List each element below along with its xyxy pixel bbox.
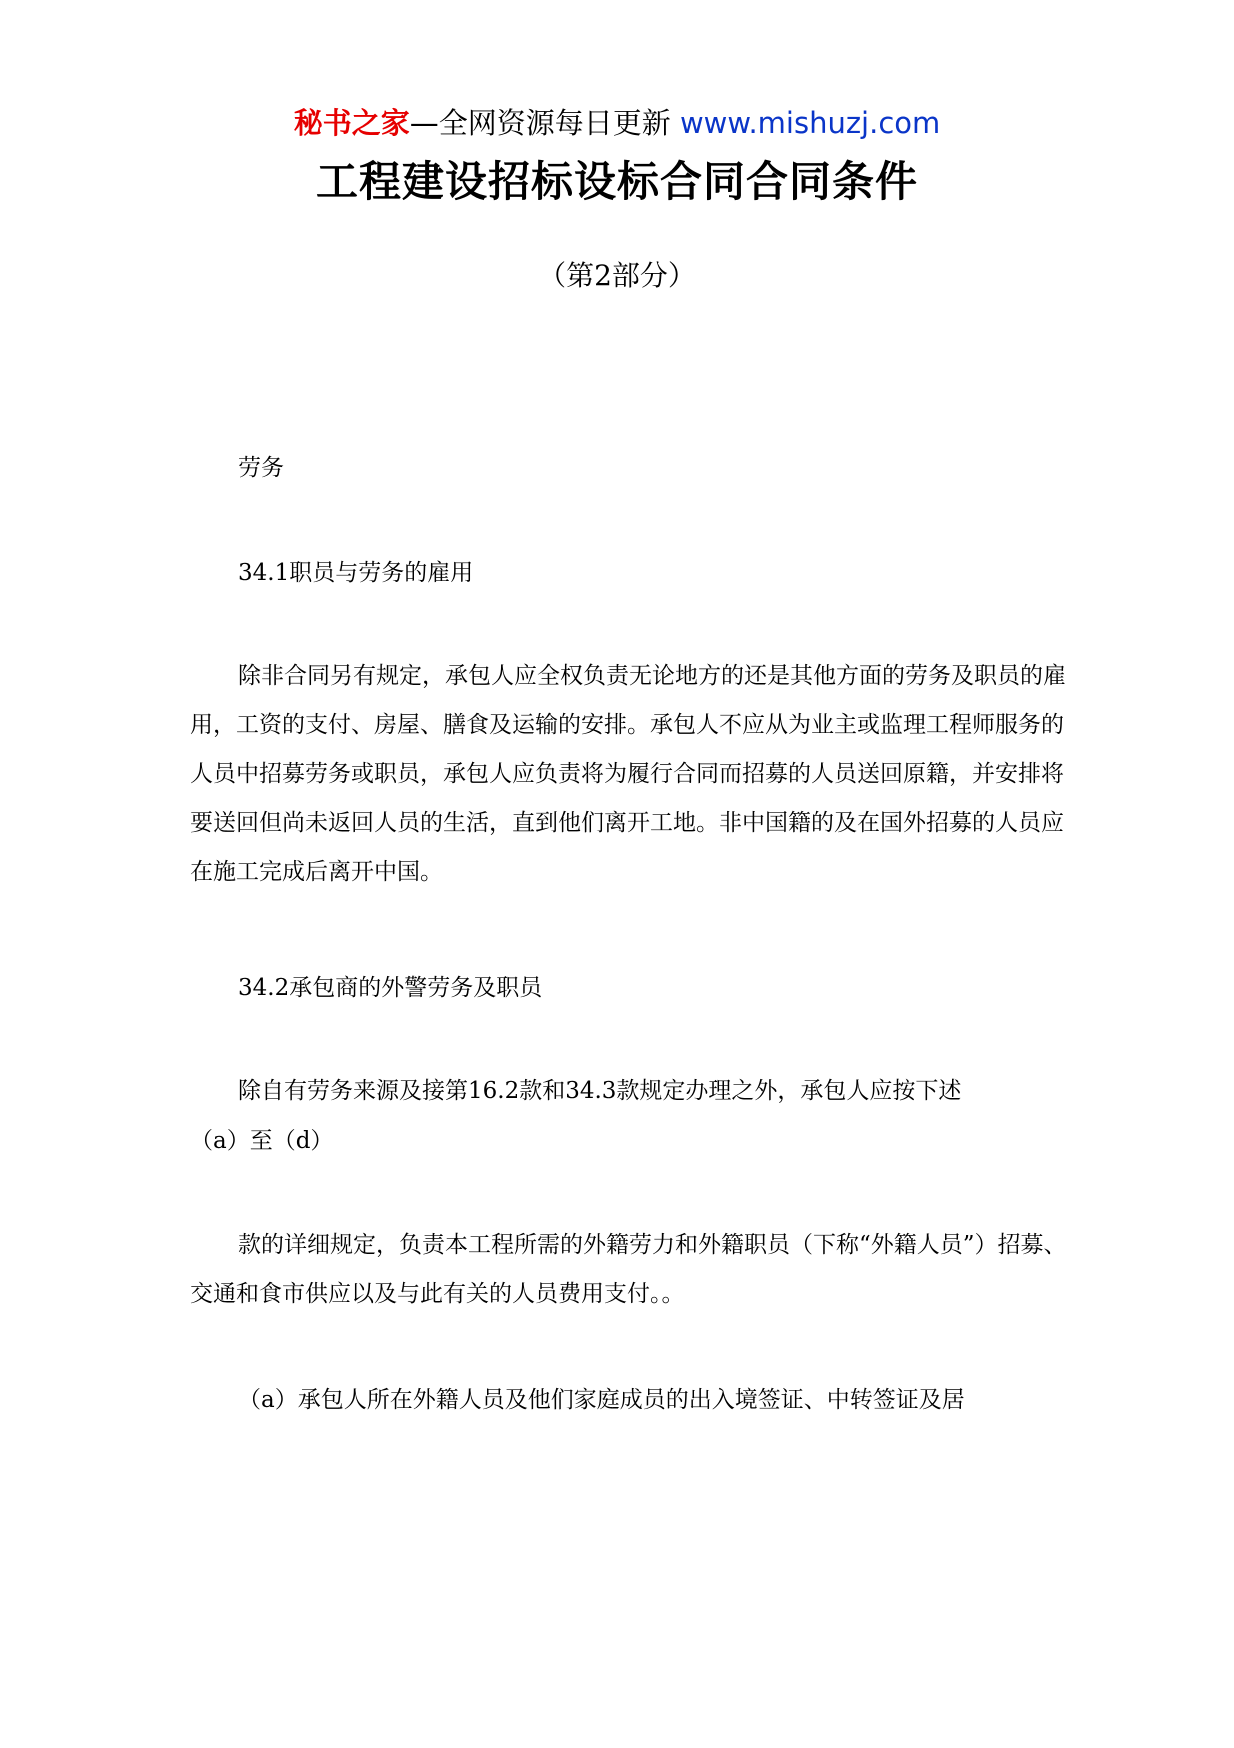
site-url-link[interactable]: www.mishuzj.com <box>679 106 941 140</box>
document-subtitle: （第2部分） <box>538 259 696 292</box>
site-brand: 秘书之家 <box>293 106 410 140</box>
clause-heading-34-2: 34.2承包商的外警劳务及职员 <box>238 975 543 1001</box>
clause-34-1-body: 除非合同另有规定，承包人应全权负责无论地方的还是其他方面的劳务及职员的雇用，工资的支付、房屋、膳食及运输的安排。承包人不应从为业主或监理工程师服务的人员中招募劳务或职员，承包人应负责将为履行合同而招募的人员送回原籍，并安排将要送回但尚未返回人员的生活，直到他们离开工地。非中国籍的及在国外招募的人员应在施工完成后离开中国。 <box>190 663 1066 885</box>
clause-34-2-body: 款的详细规定，负责本工程所需的外籍劳力和外籍职员（下称“外籍人员”）招募、交通和食市供应以及与此有关的人员费用支付。。 <box>190 1232 1067 1307</box>
section-heading-labor: 劳务 <box>238 455 284 481</box>
document-title: 工程建设招标设标合同合同条件 <box>315 157 918 206</box>
clause-34-2-item-a: （a）承包人所在外籍人员及他们家庭成员的出入境签证、中转签证及居 <box>238 1387 965 1413</box>
clause-34-2-range: （a）至（d） <box>190 1128 334 1154</box>
site-header <box>0 103 1234 143</box>
clause-heading-34-1: 34.1职员与劳务的雇用 <box>238 560 474 586</box>
clause-34-2-intro: 除自有劳务来源及接第16.2款和34.3款规定办理之外，承包人应按下述 <box>238 1078 962 1104</box>
site-slogan: —全网资源每日更新 <box>409 106 671 140</box>
